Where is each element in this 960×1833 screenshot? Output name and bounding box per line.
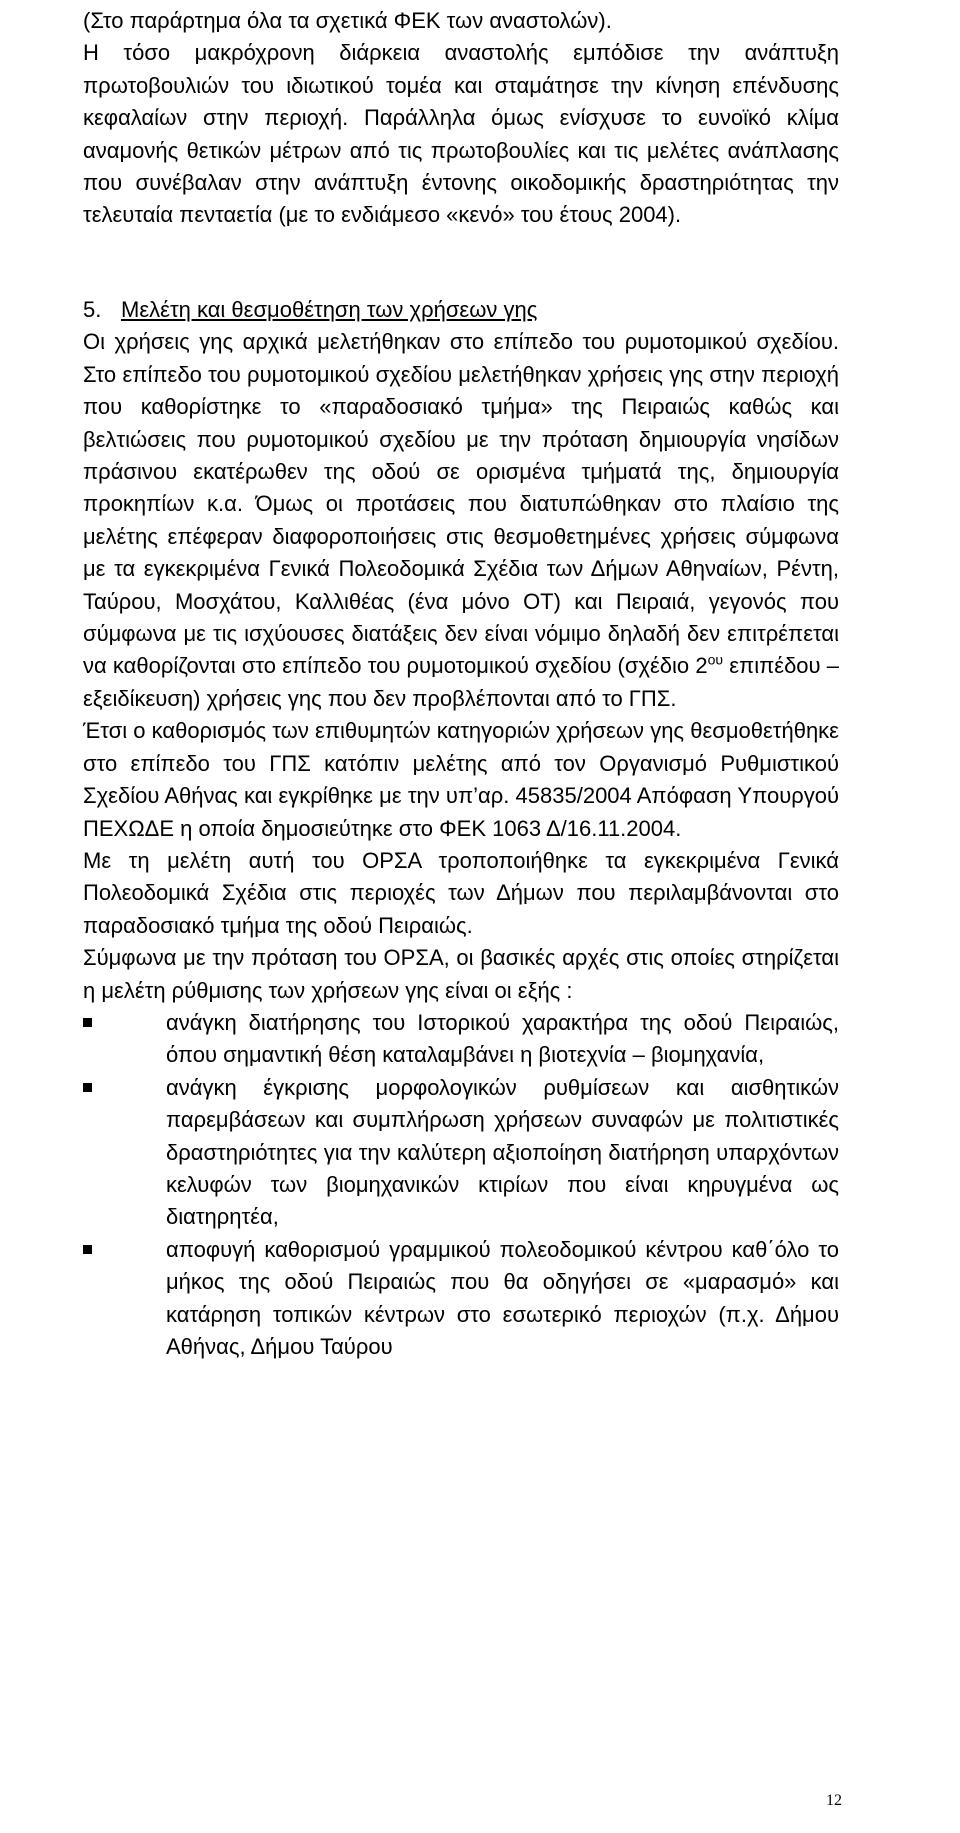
section-paragraph-1: [83, 326, 839, 715]
section-heading: [83, 294, 839, 326]
intro-paragraph: Η τόσο μακρόχρονη διάρκεια αναστολής εμπόδισε την ανάπτυξη πρωτοβουλιών του ιδιωτικού τομέα και σταμάτησε την κίνηση επένδυσης κεφαλαίων στην περιοχή. Παράλληλα όμως ενίσχυσε το ευνοϊκό κλίμα αναμονής θετικών μέτρων από τις πρωτοβουλίες και τις μελέτες ανάπλασης που συνέβαλαν στην ανάπτυξη έντονης οικοδομικής δραστηριότητας την τελευταία πενταετία (με το ενδιάμεσο «κενό» του έτους 2004).: [83, 40, 839, 228]
section-paragraph-2: Έτσι ο καθορισμός των επιθυμητών κατηγοριών χρήσεων γης θεσμοθετήθηκε στο επίπεδο του ΓΠΣ κατόπιν μελέτης από τον Οργανισμό Ρυθμιστικού Σχεδίου Αθήνας και εγκρίθηκε με την υπ’αρ. 45835/2004 Απόφαση Υπουργού ΠΕΧΩΔΕ η οποία δημοσιεύτηκε στο ΦΕΚ 1063 Δ/16.11.2004.: [83, 718, 839, 841]
list-item-text: ανάγκη έγκρισης μορφολογικών ρυθμίσεων και αισθητικών παρεμβάσεων και συμπλήρωση χρήσεων συναφών με πολιτιστικές δραστηριότητες για την καλύτερη αξιοποίηση διατήρηση υπαρχόντων κελυφών των βιομηχανικών κτιρίων που είναι κηρυγμένα ως διατηρητέα,: [166, 1074, 839, 1230]
square-bullet-icon: [83, 1018, 92, 1027]
section-paragraph-4: Σύμφωνα με την πρόταση του ΟΡΣΑ, οι βασικές αρχές στις οποίες στηρίζεται η μελέτη ρύθμισης των χρήσεων γης είναι οι εξής :: [83, 945, 839, 1003]
paragraph-1-text-end: επιπέδου – εξειδίκευση) χρήσεις γης που δεν προβλέπονται από το ΓΠΣ.: [83, 653, 839, 711]
ordinal-superscript: ου: [707, 652, 724, 669]
principles-list: [83, 1007, 839, 1363]
intro-line: (Στο παράρτημα όλα τα σχετικά ΦΕΚ των αναστολών).: [83, 8, 612, 33]
section-paragraph-3: Με τη μελέτη αυτή του ΟΡΣΑ τροποποιήθηκε τα εγκεκριμένα Γενικά Πολεοδομικά Σχέδια στις περιοχές των Δήμων που περιλαμβάνονται στο παραδοσιακό τμήμα της οδού Πειραιώς.: [83, 847, 839, 938]
square-bullet-icon: [83, 1083, 92, 1092]
list-item-text: αποφυγή καθορισμού γραμμικού πολεοδομικού κέντρου καθ΄όλο το μήκος της οδού Πειραιώς που θα οδηγήσει σε «μαρασμό» και κατάρηση τοπικών κέντρων στο εσωτερικό περιοχών (π.χ. Δήμου Αθήνας, Δήμου Ταύρου: [166, 1236, 839, 1359]
intro-block: [83, 5, 839, 232]
page-number: 12: [826, 1792, 842, 1809]
list-item-text: ανάγκη διατήρησης του Ιστορικού χαρακτήρα της οδού Πειραιώς, όπου σημαντική θέση καταλαμβάνει η βιοτεχνία – βιομηχανία,: [166, 1009, 839, 1068]
list-item: [83, 1234, 839, 1364]
section-number: 5.: [83, 297, 102, 322]
square-bullet-icon: [83, 1245, 92, 1254]
section-title: Μελέτη και θεσμοθέτηση των χρήσεων γης: [121, 297, 538, 322]
section-5: [83, 294, 839, 1363]
paragraph-1-text: Οι χρήσεις γης αρχικά μελετήθηκαν στο επίπεδο του ρυμοτομικού σχεδίου. Στο επίπεδο του ρυμοτομικού σχεδίου μελετήθηκαν χρήσεις γης στην περιοχή που καθορίστηκε το «παραδοσιακό τμήμα» της Πειραιώς καθώς και βελτιώσεις που ρυμοτομικού σχεδίου με την πρόταση δημιουργία νησίδων πράσινου εκατέρωθεν της οδού σε ορισμένα τμήματά της, δημιουργία προκηπίων κ.α. Όμως οι προτάσεις που διατυπώθηκαν στο πλαίσιο της μελέτης επέφεραν διαφοροποιήσεις στις θεσμοθετημένες χρήσεις σύμφωνα με τα εγκεκριμένα Γενικά Πολεοδομικά Σχέδια των Δήμων Αθηναίων, Ρέντη, Ταύρου, Μοσχάτου, Καλλιθέας (ένα μόνο ΟΤ) και Πειραιά, γεγονός που σύμφωνα με τις ισχύουσες διατάξεις δεν είναι νόμιμο δηλαδή δεν επιτρέπεται να καθορίζονται στο επίπεδο του ρυμοτομικού σχεδίου (σχέδιο 2: [83, 329, 839, 679]
list-item: [83, 1007, 839, 1072]
list-item: [83, 1072, 839, 1234]
